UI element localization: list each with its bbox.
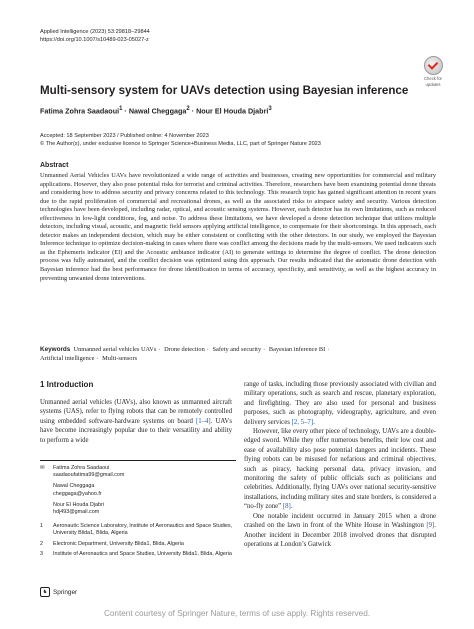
- paper-title: Multi-sensory system for UAVs detection using Bayesian inference: [40, 84, 409, 97]
- keyword: Unmanned aerial vehicles UAVs: [73, 346, 157, 353]
- doi-link[interactable]: https://doi.org/10.1007/s10489-023-05027-z: [40, 37, 149, 43]
- intro-paragraph-cont: range of tasks, including those previously associated with civilian and military operations, such as search and rescue, planetary exploration, and firefighting. They are also used for personal and business purposes, such as photography, videography, agriculture, and even delivery services [2, 5–7].: [244, 381, 436, 426]
- intro-paragraph-1: Unmanned aerial vehicles (UAVs), also known as unmanned aircraft systems (UAS), refer to flying robots that can be remotely controlled using embedded software-hardware systems on board [1–4]. UAVs have become increasingly popular due to their versatility and ability to perform a wide: [40, 399, 232, 444]
- right-column: [244, 380, 436, 549]
- left-column: [40, 398, 232, 445]
- abstract-text: Unmanned Aerial Vehicles UAVs have revolutionized a wide range of activities and businesses, creating new opportunities for commercial and military applications. However, they also pose potential risks for terrorist and criminal activities. Therefore, researchers have been examining potential drone threats and considering how to address security and privacy concerns related to this technology. This research topic has gained significant attention in recent years due to the rapid proliferation of commercial and recreational drones, as well as the associated risks to airspace safety and security. Various detection technologies have been developed, including radar, optical, and acoustic sensing systems. However, each detector has its own limitations, such as reduced effectiveness in low-light conditions, fog, and noise. To address these limitations, we have developed a drone detection technique that utilizes multiple detectors, including visual, acoustic, and magnetic field sensors applying artificial intelligence, to compensate for their shortcomings. In this approach, each detector makes an independent decision, which may be either consistent or conflicting with the other detectors. In our study, we employed the Bayesian Inference technique to optimize decision-making in cases where there was conflict among the decisions made by the multi-sensors. We used indicators such as the Ephemeris indicator (EI) and the Acoustic ambiance indicator (AI) to generate settings to determine the degree of conflict. The drone detection process was fully automated, and the conflict decision was optimized using this approach. Our results indicated that the automatic drone detection with Bayesian inference had the best performance for drone identification in terms of accuracy, specificity, and sensitivity, as well as the highest accuracy in preventing unwanted drone interventions.: [40, 172, 436, 282]
- corr-email-3[interactable]: hdj493@gmail.com: [53, 509, 100, 516]
- publisher-name: Springer: [53, 588, 78, 596]
- author-1-affil: 1: [119, 106, 123, 112]
- corr-email-2[interactable]: cheggaga@yahoo.fr: [53, 490, 102, 497]
- affiliation: 3 Institute of Aeronautics and Space Studies, University Blida1, Blida, Algeria: [40, 550, 232, 557]
- accepted-date: Accepted: 18 September 2023 / Published online: 4 November 2023: [40, 133, 209, 139]
- corr-name-1: Fatima Zohra Saadaoui: [53, 465, 110, 471]
- check-updates-line2: updates: [425, 82, 441, 87]
- check-for-updates-badge[interactable]: [420, 56, 446, 87]
- author-1[interactable]: Fatima Zohra Saadaoui: [40, 106, 120, 116]
- corresponding-author: [40, 465, 236, 516]
- check-updates-line1: Check for: [424, 76, 442, 81]
- publication-meta: [40, 132, 321, 148]
- intro-paragraph-2: However, like every other piece of technology, UAVs are a double-edged sword. While they offer numerous benefits, their low cost and ease of availability also pose potential dangers and incidents. These flying robots can be misused for nefarious and criminal objectives, such as piracy, hacking personal data, privacy invasion, and monitoring the safety of public officials such as politicians and celebrities. Additionally, flying UAVs over national security-sensitive installations, including military sites and state borders, is considered a “no-fly zone” [8].: [244, 428, 436, 511]
- journal-citation: Applied Intelligence (2023) 53:29818–29844: [40, 29, 150, 35]
- copyright-notice: © The Author(s), under exclusive licence to Springer Science+Business Media, LLC, part of Springer Nature 2023: [40, 141, 321, 147]
- citation-link[interactable]: [8]: [282, 503, 291, 511]
- abstract-heading: Abstract: [40, 162, 69, 169]
- keywords: Keywords Unmanned aerial vehicles UAVs · Drone detection · Safety and security · Bayesian inference BI · Artificial intelligence · Multi-sensors: [40, 346, 330, 362]
- keyword: Artificial intelligence: [40, 354, 95, 362]
- author-2[interactable]: Nawal Cheggaga: [128, 106, 187, 116]
- keyword: Drone detection: [164, 346, 205, 353]
- affiliation: 2 Electronic Department, University Blida1, Blida, Algeria: [40, 540, 184, 547]
- check-updates-icon: [424, 56, 443, 75]
- section-heading-introduction: 1 Introduction: [40, 380, 94, 389]
- journal-header: [40, 28, 150, 44]
- corr-name-2: Nawal Cheggaga: [53, 483, 95, 490]
- springer-horse-icon: ♞: [40, 587, 50, 597]
- keyword: Safety and security: [212, 346, 262, 353]
- corr-email-1[interactable]: saadaoufatima99@gmail.com: [53, 472, 125, 479]
- keywords-label: Keywords: [40, 346, 71, 353]
- citation-link[interactable]: [2, 5–7]: [291, 418, 314, 426]
- citation-link[interactable]: [1–4]: [195, 417, 211, 425]
- author-list: Fatima Zohra Saadaoui$^1$ · Nawal Cheggaga$^2$ · Nour El Houda Djabri$^3$: [40, 106, 272, 116]
- correspondence-block: [40, 460, 236, 558]
- keyword: Bayesian inference BI: [268, 346, 326, 353]
- footer-notice: Content courtesy of Springer Nature, terms of use apply. Rights reserved.: [103, 609, 371, 618]
- author-3-affil: 3: [268, 106, 272, 112]
- corr-name-3: Nour El Houda Djabri: [53, 501, 104, 508]
- publisher-mark: [40, 587, 77, 597]
- affiliation: 1 Aeronautic Science Laboratory, Institute of Aeronautics and Space Studies, University Blida1, Blida, Algeria: [40, 523, 233, 537]
- intro-paragraph-3: One notable incident occurred in January 2015 when a drone crashed on the lawn in front of the White House in Washington [9]. Another incident in December 2018 involved drones that disrupted operations at London’s Gatwick: [244, 512, 436, 548]
- citation-link[interactable]: [9]: [426, 522, 435, 530]
- author-2-affil: 2: [186, 106, 190, 112]
- envelope-icon: ✉: [40, 465, 45, 471]
- keyword: Multi-sensors: [102, 354, 138, 362]
- author-3[interactable]: Nour El Houda Djabri: [196, 106, 269, 116]
